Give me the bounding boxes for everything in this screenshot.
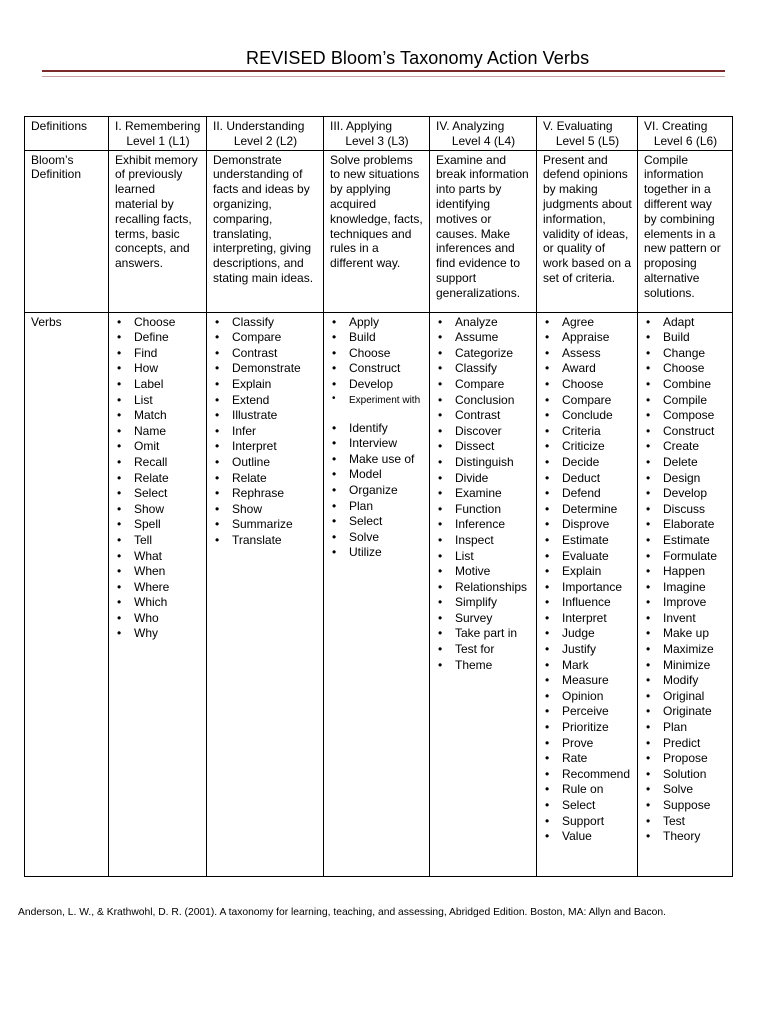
page-title: REVISED Bloom’s Taxonomy Action Verbs bbox=[246, 48, 590, 68]
verb-item: • Solve bbox=[330, 530, 424, 546]
column-header-level: Level 5 (L5) bbox=[555, 133, 620, 148]
verb-item: • List bbox=[436, 549, 531, 565]
verbs-cell-applying bbox=[324, 312, 430, 876]
verb-item: • Select bbox=[115, 486, 201, 502]
definition-cell-creating: Compile information together in a different way by combining elements in a new pattern or proposing alternative solutions. bbox=[638, 150, 733, 312]
verb-item: • Delete bbox=[644, 455, 727, 471]
verb-item: • Interpret bbox=[543, 611, 632, 627]
verb-item: • Model bbox=[330, 467, 424, 483]
verb-item: • Solve bbox=[644, 782, 727, 798]
verb-item: • Experiment with bbox=[330, 393, 424, 421]
verbs-cell-evaluating bbox=[537, 312, 638, 876]
verb-item: • Deduct bbox=[543, 471, 632, 487]
verb-item: • Construct bbox=[644, 424, 727, 440]
verb-item: • Distinguish bbox=[436, 455, 531, 471]
verb-item: • Examine bbox=[436, 486, 531, 502]
verb-item: • Predict bbox=[644, 736, 727, 752]
verb-item: • Agree bbox=[543, 315, 632, 331]
verb-item: • Modify bbox=[644, 673, 727, 689]
verb-item: • Combine bbox=[644, 377, 727, 393]
verb-item: • Choose bbox=[330, 346, 424, 362]
blooms-taxonomy-table bbox=[24, 116, 733, 877]
verb-item: • Estimate bbox=[644, 533, 727, 549]
verb-item: • Rephrase bbox=[213, 486, 318, 502]
verb-list bbox=[115, 315, 201, 642]
verb-item: • Make up bbox=[644, 626, 727, 642]
column-header-name: I. Remembering bbox=[115, 119, 201, 133]
verb-item: • Organize bbox=[330, 483, 424, 499]
verb-item: • Select bbox=[543, 798, 632, 814]
verb-item: • Find bbox=[115, 346, 201, 362]
verb-item: • Build bbox=[330, 330, 424, 346]
verb-item: • Divide bbox=[436, 471, 531, 487]
verb-item: • Justify bbox=[543, 642, 632, 658]
column-header-name: IV. Analyzing bbox=[436, 119, 505, 133]
verb-item: • Theory bbox=[644, 829, 727, 845]
verb-item: • Contrast bbox=[436, 408, 531, 424]
title-rule-dark bbox=[42, 70, 725, 72]
verb-item: • Estimate bbox=[543, 533, 632, 549]
verb-item: • Make use of bbox=[330, 452, 424, 468]
verb-item: • Choose bbox=[543, 377, 632, 393]
verb-item: • Why bbox=[115, 626, 201, 642]
verb-item: • Evaluate bbox=[543, 549, 632, 565]
verbs-cell-analyzing bbox=[430, 312, 537, 876]
verb-item: • When bbox=[115, 564, 201, 580]
verb-item: • Test for bbox=[436, 642, 531, 658]
definition-row-label: Bloom’s Definition bbox=[25, 150, 109, 312]
verb-item: • Compose bbox=[644, 408, 727, 424]
verb-item: • Theme bbox=[436, 658, 531, 674]
verb-item: • Spell bbox=[115, 517, 201, 533]
verb-item: • Develop bbox=[644, 486, 727, 502]
verb-item: • Discuss bbox=[644, 502, 727, 518]
verb-item: • Which bbox=[115, 595, 201, 611]
verb-item: • Design bbox=[644, 471, 727, 487]
verb-list bbox=[330, 315, 424, 561]
verb-item: • Recommend bbox=[543, 767, 632, 783]
verb-item: • Invent bbox=[644, 611, 727, 627]
verb-item: • Demonstrate bbox=[213, 361, 318, 377]
verb-item: • Compare bbox=[213, 330, 318, 346]
verb-item: • Inference bbox=[436, 517, 531, 533]
verb-item: • Illustrate bbox=[213, 408, 318, 424]
verb-list bbox=[644, 315, 727, 845]
verb-item: • Relate bbox=[213, 471, 318, 487]
verb-item: • Minimize bbox=[644, 658, 727, 674]
definition-row bbox=[25, 150, 733, 312]
verb-item: • Imagine bbox=[644, 580, 727, 596]
verb-item: • Discover bbox=[436, 424, 531, 440]
verb-item: • Formulate bbox=[644, 549, 727, 565]
header-row bbox=[25, 117, 733, 151]
verb-item: • Apply bbox=[330, 315, 424, 331]
column-header-remembering bbox=[109, 117, 207, 151]
verb-item: • Inspect bbox=[436, 533, 531, 549]
verb-item: • Dissect bbox=[436, 439, 531, 455]
title-rule-light bbox=[42, 76, 725, 77]
column-header-name: VI. Creating bbox=[644, 119, 708, 133]
verb-item: • Compare bbox=[543, 393, 632, 409]
verb-item: • Original bbox=[644, 689, 727, 705]
verb-item: • Who bbox=[115, 611, 201, 627]
verb-item: • Measure bbox=[543, 673, 632, 689]
verb-item: • Conclude bbox=[543, 408, 632, 424]
verb-item: • Label bbox=[115, 377, 201, 393]
verb-item: • Opinion bbox=[543, 689, 632, 705]
verb-item: • Originate bbox=[644, 704, 727, 720]
verb-item: • Criticize bbox=[543, 439, 632, 455]
verb-item: • Categorize bbox=[436, 346, 531, 362]
column-header-name: II. Understanding bbox=[213, 119, 305, 133]
verb-item: • Analyze bbox=[436, 315, 531, 331]
verbs-cell-creating bbox=[638, 312, 733, 876]
verb-item: • Create bbox=[644, 439, 727, 455]
verb-item: • Outline bbox=[213, 455, 318, 471]
verb-item: • Assess bbox=[543, 346, 632, 362]
definition-cell-analyzing: Examine and break information into parts by identifying motives or causes. Make inferences and find evidence to support generalizations. bbox=[430, 150, 537, 312]
verb-item: • Appraise bbox=[543, 330, 632, 346]
verb-item: • Determine bbox=[543, 502, 632, 518]
verbs-row-label: Verbs bbox=[25, 312, 109, 876]
verb-item: • Judge bbox=[543, 626, 632, 642]
verb-item: • Disprove bbox=[543, 517, 632, 533]
column-header-level: Level 4 (L4) bbox=[451, 133, 516, 148]
column-header-level: Level 1 (L1) bbox=[126, 133, 190, 148]
verb-item: • Select bbox=[330, 514, 424, 530]
verb-item: • Prove bbox=[543, 736, 632, 752]
definition-cell-evaluating: Present and defend opinions by making judgments about information, validity of ideas, or quality of work based on a set of criteria. bbox=[537, 150, 638, 312]
verb-item: • Build bbox=[644, 330, 727, 346]
column-header-applying bbox=[324, 117, 430, 151]
verb-item: • Defend bbox=[543, 486, 632, 502]
verb-item: • Change bbox=[644, 346, 727, 362]
verb-item: • Plan bbox=[330, 499, 424, 515]
verb-item: • Assume bbox=[436, 330, 531, 346]
verb-item: • What bbox=[115, 549, 201, 565]
verb-item: • Interview bbox=[330, 436, 424, 452]
verb-item: • Maximize bbox=[644, 642, 727, 658]
column-header-name: III. Applying bbox=[330, 119, 393, 133]
verb-item: • Propose bbox=[644, 751, 727, 767]
verb-item: • Influence bbox=[543, 595, 632, 611]
verb-item: • Where bbox=[115, 580, 201, 596]
citation: Anderson, L. W., & Krathwohl, D. R. (2001). A taxonomy for learning, teaching, and assessing, Abridged Edition. Boston, MA: Allyn and Bacon. bbox=[18, 907, 666, 918]
column-header-evaluating bbox=[537, 117, 638, 151]
verb-item: • Plan bbox=[644, 720, 727, 736]
column-header-name: V. Evaluating bbox=[543, 119, 613, 133]
verb-item: • Extend bbox=[213, 393, 318, 409]
verb-item: • Award bbox=[543, 361, 632, 377]
verb-item: • Contrast bbox=[213, 346, 318, 362]
verb-item: • Suppose bbox=[644, 798, 727, 814]
verb-item: • Solution bbox=[644, 767, 727, 783]
verb-item: • Function bbox=[436, 502, 531, 518]
verb-item: • Explain bbox=[213, 377, 318, 393]
verb-item: • Compile bbox=[644, 393, 727, 409]
verbs-row bbox=[25, 312, 733, 876]
verb-item: • Omit bbox=[115, 439, 201, 455]
verb-item: • Develop bbox=[330, 377, 424, 393]
verb-item: • Match bbox=[115, 408, 201, 424]
verb-item: • Improve bbox=[644, 595, 727, 611]
verb-item: • Value bbox=[543, 829, 632, 845]
verb-item: • Criteria bbox=[543, 424, 632, 440]
column-header-analyzing bbox=[430, 117, 537, 151]
verb-item: • Perceive bbox=[543, 704, 632, 720]
verb-item: • Survey bbox=[436, 611, 531, 627]
verb-item: • Rule on bbox=[543, 782, 632, 798]
verb-list bbox=[213, 315, 318, 549]
verb-item: • Support bbox=[543, 814, 632, 830]
verb-item: • Summarize bbox=[213, 517, 318, 533]
verb-item: • Relationships bbox=[436, 580, 531, 596]
verb-list bbox=[436, 315, 531, 674]
column-header-creating bbox=[638, 117, 733, 151]
verb-item: • Take part in bbox=[436, 626, 531, 642]
verb-item: • Tell bbox=[115, 533, 201, 549]
verb-item: • Importance bbox=[543, 580, 632, 596]
column-header-level: Level 3 (L3) bbox=[345, 133, 409, 148]
verbs-cell-remembering bbox=[109, 312, 207, 876]
definitions-header: Definitions bbox=[25, 117, 109, 151]
column-header-level: Level 6 (L6) bbox=[653, 133, 718, 148]
column-header-level: Level 2 (L2) bbox=[233, 133, 298, 148]
verb-item: • Translate bbox=[213, 533, 318, 549]
verb-item: • Infer bbox=[213, 424, 318, 440]
verb-item: • Interpret bbox=[213, 439, 318, 455]
verb-item: • Name bbox=[115, 424, 201, 440]
verb-item: • Compare bbox=[436, 377, 531, 393]
verb-item: • List bbox=[115, 393, 201, 409]
verb-item: • Classify bbox=[436, 361, 531, 377]
verb-item: • Motive bbox=[436, 564, 531, 580]
verb-item: • Show bbox=[115, 502, 201, 518]
verb-item: • Rate bbox=[543, 751, 632, 767]
verb-item: • Happen bbox=[644, 564, 727, 580]
verb-item: • Adapt bbox=[644, 315, 727, 331]
verb-item: • Conclusion bbox=[436, 393, 531, 409]
verb-item: • Explain bbox=[543, 564, 632, 580]
verb-item: • Classify bbox=[213, 315, 318, 331]
verb-item: • Simplify bbox=[436, 595, 531, 611]
verb-item: • Define bbox=[115, 330, 201, 346]
definition-cell-remembering: Exhibit memory of previously learned material by recalling facts, terms, basic concepts, and answers. bbox=[109, 150, 207, 312]
verb-item: • Relate bbox=[115, 471, 201, 487]
verb-item: • Test bbox=[644, 814, 727, 830]
verb-item: • Construct bbox=[330, 361, 424, 377]
verb-item: • Identify bbox=[330, 421, 424, 437]
verb-item: • Prioritize bbox=[543, 720, 632, 736]
verb-item: • Show bbox=[213, 502, 318, 518]
definition-cell-applying: Solve problems to new situations by applying acquired knowledge, facts, techniques and rules in a different way. bbox=[324, 150, 430, 312]
verb-item: • Elaborate bbox=[644, 517, 727, 533]
verb-item: • Decide bbox=[543, 455, 632, 471]
verb-item: • Mark bbox=[543, 658, 632, 674]
verb-item: • Choose bbox=[115, 315, 201, 331]
verb-item: • Recall bbox=[115, 455, 201, 471]
verb-item: • Choose bbox=[644, 361, 727, 377]
verbs-cell-understanding bbox=[207, 312, 324, 876]
verb-item: • How bbox=[115, 361, 201, 377]
verb-item: • Utilize bbox=[330, 545, 424, 561]
definition-cell-understanding: Demonstrate understanding of facts and ideas by organizing, comparing, translating, interpreting, giving descriptions, and stating main ideas. bbox=[207, 150, 324, 312]
verb-list bbox=[543, 315, 632, 845]
column-header-understanding bbox=[207, 117, 324, 151]
